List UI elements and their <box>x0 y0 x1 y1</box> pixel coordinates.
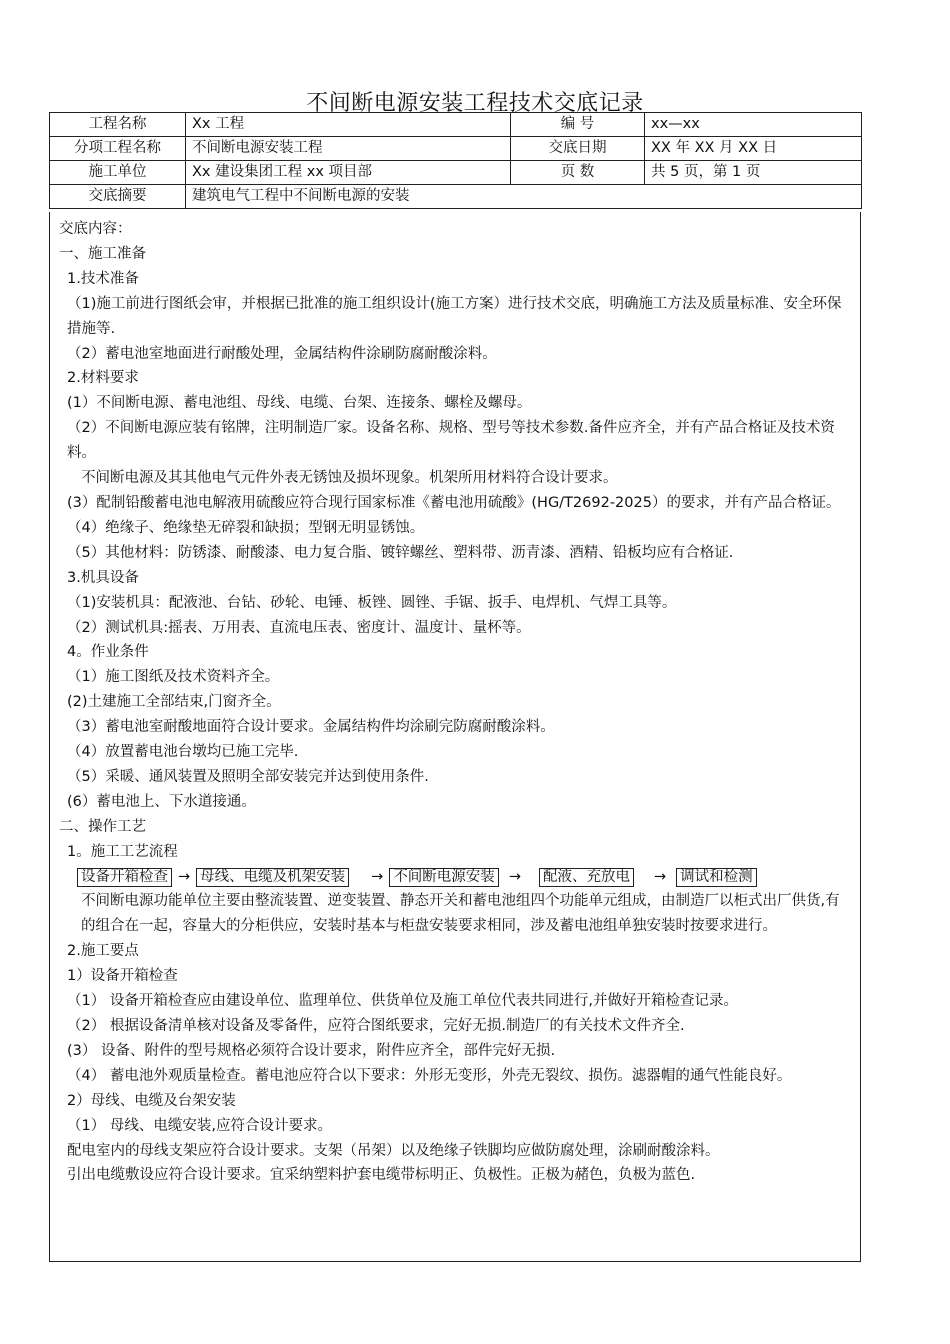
arrow-icon: → <box>371 868 384 885</box>
paragraph: （3）蓄电池室耐酸地面符合设计要求。金属结构件均涂刷完防腐耐酸涂料。 <box>67 719 555 736</box>
paragraph: （1） 设备开箱检查应由建设单位、监理单位、供货单位及施工单位代表共同进行,并做好开箱检查记录。 <box>67 993 738 1010</box>
pages-label: 页 数 <box>511 161 645 185</box>
page-title: 不间断电源安装工程技术交底记录 <box>306 91 644 116</box>
summary-label: 交底摘要 <box>50 185 186 209</box>
arrow-icon: → <box>508 868 521 885</box>
paragraph: （4）放置蓄电池台墩均已施工完毕. <box>67 744 299 761</box>
paragraph: （1） 母线、电缆安装,应符合设计要求。 <box>67 1117 332 1134</box>
paragraph: （2） 根据设备清单核对设备及零备件，应符合图纸要求，完好无损.制造厂的有关技术文件齐全. <box>67 1018 685 1034</box>
paragraph: 引出电缆敷设应符合设计要求。宜采纳塑料护套电缆带标明正、负极性。正极为赭色，负极为蓝色. <box>67 1167 696 1184</box>
flow-step-unpacking: 设备开箱检查 <box>77 868 172 887</box>
paragraph: （2）蓄电池室地面进行耐酸处理，金属结构件涂刷防腐耐酸涂料。 <box>67 345 497 362</box>
flow-step-busbar-cable-rack: 母线、电缆及机架安装 <box>196 868 349 887</box>
paragraph: (3） 设备、附件的型号规格必须符合设计要求，附件应齐全，部件完好无损. <box>67 1042 556 1059</box>
section-heading: 一、施工准备 <box>59 245 146 262</box>
header-row <box>50 137 862 161</box>
paragraph: （5）采暖、通风装置及照明全部安装完并达到使用条件. <box>67 768 429 785</box>
arrow-icon: → <box>653 868 667 885</box>
subsection-heading: 1.技术准备 <box>67 270 139 287</box>
paragraph: （2）不间断电源应装有铭牌，注明制造厂家。设备名称、规格、型号等技术参数.备件应齐全，并有产品合格证及技术资料。 <box>67 420 835 462</box>
process-flow <box>59 865 854 890</box>
number-value: xx—xx <box>645 113 862 137</box>
paragraph: (3）配制铅酸蓄电池电解液用硫酸应符合现行国家标准《蓄电池用硫酸》(HG/T2692-2025）的要求，并有产品合格证。 <box>67 494 841 511</box>
paragraph: （2）测试机具:摇表、万用表、直流电压表、密度计、温度计、量杯等。 <box>67 619 531 636</box>
section-heading: 二、操作工艺 <box>59 818 146 835</box>
paragraph: (2)土建施工全部结束,门窗齐全。 <box>67 694 281 711</box>
number-label: 编 号 <box>511 113 645 137</box>
project-name-value: Xx 工程 <box>186 113 511 137</box>
subsection-heading: 3.机具设备 <box>67 569 139 586</box>
content-heading: 交底内容： <box>59 221 132 237</box>
subsection-heading: 1）设备开箱检查 <box>67 968 178 985</box>
paragraph: 不间断电源及其其他电气元件外表无锈蚀及损坏现象。机架所用材料符合设计要求。 <box>81 470 618 487</box>
unit-label: 施工单位 <box>50 161 186 185</box>
header-row <box>50 161 862 185</box>
unit-value: Xx 建设集团工程 xx 项目部 <box>186 161 511 185</box>
subsection-heading: 1。施工工艺流程 <box>67 843 178 860</box>
subproject-value: 不间断电源安装工程 <box>186 137 511 161</box>
pages-value: 共 5 页，第 1 页 <box>645 161 862 185</box>
date-label: 交底日期 <box>511 137 645 161</box>
content-body <box>59 217 854 1188</box>
subproject-label: 分项工程名称 <box>50 137 186 161</box>
subsection-heading: 2.材料要求 <box>67 370 139 387</box>
project-name-label: 工程名称 <box>50 113 186 137</box>
subsection-heading: 2）母线、电缆及台架安装 <box>67 1092 236 1109</box>
paragraph: （1)施工前进行图纸会审，并根据已批准的施工组织设计(施工方案）进行技术交底，明确施工方法及质量标准、安全环保措施等. <box>67 295 842 337</box>
paragraph: （4）绝缘子、绝缘垫无碎裂和缺损；型钢无明显锈蚀。 <box>67 519 425 536</box>
paragraph: (6）蓄电池上、下水道接通。 <box>67 793 256 810</box>
arrow-icon: → <box>178 868 191 885</box>
paragraph: (1）不间断电源、蓄电池组、母线、电缆、台架、连接条、螺栓及螺母。 <box>67 395 532 412</box>
header-table <box>49 112 862 209</box>
flow-step-ups-install: 不间断电源安装 <box>389 868 499 887</box>
date-value: XX 年 XX 月 XX 日 <box>645 137 862 161</box>
summary-value: 建筑电气工程中不间断电源的安装 <box>186 185 862 209</box>
paragraph: （1）施工图纸及技术资料齐全。 <box>67 669 280 686</box>
flow-step-electrolyte-charging: 配液、充放电 <box>539 868 634 887</box>
subsection-heading: 2.施工要点 <box>67 943 139 960</box>
paragraph: 配电室内的母线支架应符合设计要求。支架（吊架）以及绝缘子铁脚均应做防腐处理，涂刷耐酸涂料。 <box>67 1142 720 1159</box>
paragraph: （5）其他材料：防锈漆、耐酸漆、电力复合脂、镀锌螺丝、塑料带、沥青漆、酒精、铅板均应有合格证. <box>67 544 734 561</box>
paragraph: （1)安装机具：配液池、台钻、砂轮、电锤、板锉、圆锉、手锯、扳手、电焊机、气焊工具等。 <box>67 594 677 611</box>
header-row <box>50 185 862 209</box>
paragraph: （4） 蓄电池外观质量检查。蓄电池应符合以下要求：外形无变形，外壳无裂纹、损伤。滤器帽的通气性能良好。 <box>67 1067 792 1084</box>
paragraph: 不间断电源功能单位主要由整流装置、逆变装置、静态开关和蓄电池组四个功能单元组成，由制造厂以柜式出厂供货,有的组合在一起，容量大的分柜供应，安装时基本与柜盘安装要求相同，涉及蓄电池组单独安装时按要求进行。 <box>81 893 840 935</box>
subsection-heading: 4。作业条件 <box>67 644 149 661</box>
flow-step-testing: 调试和检测 <box>676 868 757 887</box>
header-row <box>50 113 862 137</box>
